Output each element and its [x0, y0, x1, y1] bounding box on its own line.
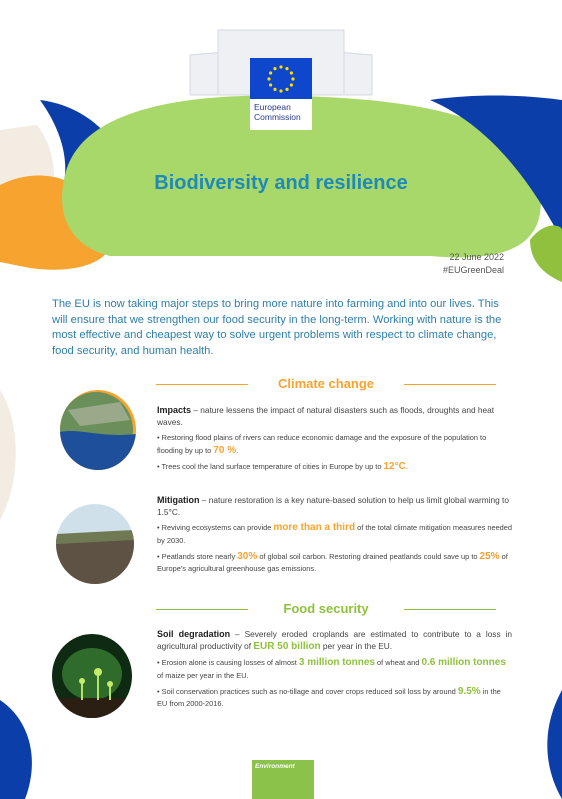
- bullet-text: of Europe's agricultural greenhouse gas emissions.: [157, 551, 508, 574]
- bullet-text: Reviving ecosystems can provide: [161, 523, 274, 533]
- logo-wordmark: [254, 102, 301, 122]
- bullet-text: of global soil carbon. Restoring drained peatlands could save up to: [257, 551, 480, 561]
- highlight-value: 25%: [479, 550, 500, 562]
- highlight-value: 0.6 million tonnes: [421, 657, 506, 669]
- bullet-text: Soil conservation practices such as no-tillage and cover crops reduced soil loss by around: [161, 686, 458, 696]
- section-heading-climate: Climate change: [277, 376, 375, 391]
- highlight-value: more than a third: [273, 522, 356, 534]
- bullet-text: of maize per year in the EU.: [157, 670, 249, 680]
- mitigation-block: [157, 494, 512, 579]
- bullet-text: in the EU from 2000-2016.: [157, 686, 501, 709]
- bullet-text: Erosion alone is causing losses of almost: [161, 658, 299, 668]
- impacts-text: – nature lessens the impact of natural disasters such as floods, droughts and heat waves.: [157, 405, 495, 428]
- soil-text: per year in the EU.: [320, 641, 393, 652]
- highlight-value: 3 million tonnes: [298, 657, 375, 669]
- eu-flag-icon: [250, 58, 312, 99]
- bullet-text: of wheat and: [375, 658, 422, 668]
- hashtag: #EUGreenDeal: [442, 265, 504, 275]
- page-title: Biodiversity and resilience: [154, 172, 408, 194]
- highlight-value: 12°C: [383, 460, 406, 472]
- bullet-text: .: [405, 461, 408, 471]
- impacts-block: [157, 404, 512, 477]
- bullet-text: Trees cool the land surface temperature of cities in Europe by up to: [161, 461, 384, 471]
- highlight-value: 9.5%: [457, 685, 481, 697]
- highlight-value: EUR 50 billion: [253, 641, 321, 653]
- logo-line-2: Commission: [254, 112, 301, 122]
- meta: [443, 251, 504, 277]
- mitigation-label: Mitigation: [157, 495, 200, 505]
- bullet-text: of the total climate mitigation measures needed by 2030.: [157, 523, 513, 545]
- impacts-label: Impacts: [157, 405, 192, 415]
- bullet-text: Restoring flood plains of rivers can reduce economic damage and the exposure of the population to flooding by up to: [157, 433, 487, 455]
- seedlings-photo: [52, 634, 132, 718]
- bullet-text: .: [236, 445, 239, 455]
- highlight-value: 30%: [237, 550, 258, 562]
- eu-logo: [250, 58, 312, 130]
- mitigation-text: – nature restoration is a key nature-based solution to help us limit global warming to 1.5°C.: [157, 495, 509, 518]
- soil-label: Soil degradation: [157, 629, 231, 639]
- badge-label: Environment: [255, 763, 295, 770]
- environment-badge: [252, 760, 314, 799]
- soil-text: – Severely eroded croplands are estimated to contribute to a loss in agricultural productivity of: [157, 629, 512, 652]
- intro-paragraph: The EU is now taking major steps to bring more nature into farming and into our lives. This will ensure that we strengthen our food security in the long-term. Working with nature is the most effective and cheapest way to solve urgent problems with respect to climate change, food security, and human health.: [52, 298, 502, 357]
- flood-plain-photo: [60, 390, 136, 470]
- peatland-photo: [56, 504, 134, 584]
- highlight-value: 70 %: [213, 444, 237, 456]
- date: 22 June 2022: [449, 252, 504, 262]
- section-heading-food: Food security: [283, 601, 369, 616]
- soil-block: [157, 628, 512, 714]
- logo-line-1: European: [254, 102, 291, 112]
- bullet-text: Peatlands store nearly: [161, 551, 238, 561]
